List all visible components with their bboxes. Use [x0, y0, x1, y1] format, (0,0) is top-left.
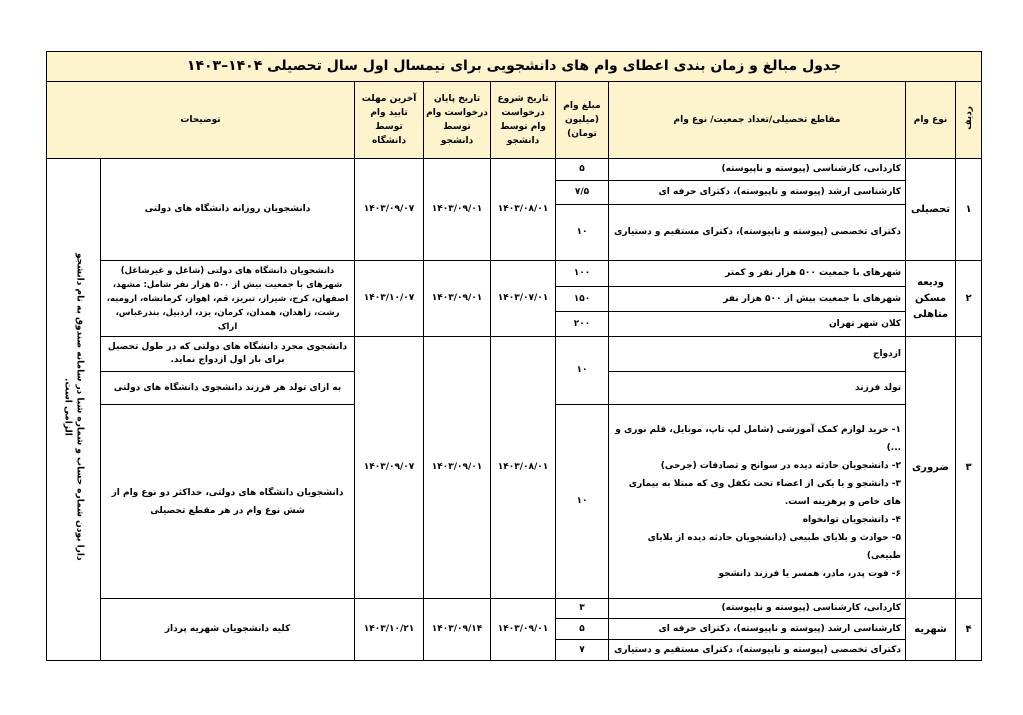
end-date: ۱۴۰۳/۰۹/۰۱	[424, 159, 491, 261]
loan-type: ودیعه مسکن متاهلی	[906, 261, 956, 337]
header-start-date: تاریخ شروع درخواست وام توسط دانشجو	[491, 82, 556, 159]
loan-schedule-page	[46, 51, 981, 666]
loan-table	[46, 51, 982, 661]
deadline-date: ۱۴۰۳/۱۰/۰۷	[355, 261, 424, 337]
header-sections: مقاطع تحصیلی/تعداد جمعیت/ نوع وام	[609, 82, 906, 159]
section-cell: تولد فرزند	[609, 372, 906, 405]
deadline-date: ۱۴۰۳/۰۹/۰۷	[355, 159, 424, 261]
table-row	[47, 599, 982, 619]
row-index: ۱	[956, 159, 982, 261]
loan-type: شهریه	[906, 599, 956, 661]
note-cell: دانشجوی مجرد دانشگاه های دولتی که در طول تحصیل برای بار اول ازدواج نماید.	[101, 337, 355, 372]
loan-type: ضروری	[906, 337, 956, 599]
end-date: ۱۴۰۳/۰۹/۰۱	[424, 337, 491, 599]
header-deadline: آخرین مهلت تایید وام توسط دانشگاه	[355, 82, 424, 159]
side-note: دارا بودن شماره حساب و شماره شبا در سامانه صندوق به نام دانشجو الزامی است.	[47, 159, 101, 661]
table-row	[47, 337, 982, 372]
start-date: ۱۴۰۳/۰۷/۰۱	[491, 261, 556, 337]
header-row	[47, 82, 982, 159]
note-cell: به ازای تولد هر فرزند دانشجوی دانشگاه های دولتی	[101, 372, 355, 405]
list-item: ۲- دانشجویان حادثه دیده در سوانح و تصادفات (جرحی)	[660, 460, 902, 471]
header-loan-type: نوع وام	[906, 82, 956, 159]
amount-cell: ۳	[556, 599, 609, 619]
list-item: ۵- حوادث و بلایای طبیعی (دانشجویان حادثه دیده از بلایای طبیعی)	[647, 532, 902, 561]
list-item: ۳- دانشجو و یا یکی از اعضاء تحت تکفل وی که مبتلا به بیماری های خاص و پرهزینه است.	[628, 478, 902, 507]
row-index: ۳	[956, 337, 982, 599]
end-date: ۱۴۰۳/۰۹/۰۱	[424, 261, 491, 337]
header-index: ردیف	[956, 82, 982, 159]
amount-cell: ۵	[556, 619, 609, 640]
table-row	[47, 261, 982, 287]
deadline-date: ۱۴۰۳/۰۹/۰۷	[355, 337, 424, 599]
section-cell: کارشناسی ارشد (پیوسته و ناپیوسته)، دکترای حرفه ای	[609, 619, 906, 640]
start-date: ۱۴۰۳/۰۸/۰۱	[491, 159, 556, 261]
amount-cell: ۷/۵	[556, 181, 609, 205]
amount-cell: ۱۰	[556, 337, 609, 405]
section-cell: کلان شهر تهران	[609, 312, 906, 337]
note-cell: کلیه دانشجویان شهریه پرداز	[101, 599, 355, 661]
essential-loan-list	[609, 405, 906, 599]
loan-type: تحصیلی	[906, 159, 956, 261]
section-cell: ازدواج	[609, 337, 906, 372]
note-cell: دانشجویان روزانه دانشگاه های دولتی	[101, 159, 355, 261]
header-end-date: تاریخ پایان درخواست وام توسط دانشجو	[424, 82, 491, 159]
section-cell: دکترای تخصصی (پیوسته و ناپیوسته)، دکترای مستقیم و دستیاری	[609, 640, 906, 661]
section-cell: شهرهای با جمعیت بیش از ۵۰۰ هزار نفر	[609, 287, 906, 312]
list-item: ۴- دانشجویان توانخواه	[802, 514, 902, 525]
amount-cell: ۱۰	[556, 405, 609, 599]
section-cell: کاردانی، کارشناسی (پیوسته و ناپیوسته)	[609, 159, 906, 181]
section-cell: شهرهای با جمعیت ۵۰۰ هزار نفر و کمتر	[609, 261, 906, 287]
list-item: ۱- خرید لوازم کمک آموزشی (شامل لپ تاپ، موبایل، قلم نوری و ...)	[615, 424, 902, 453]
row-index: ۴	[956, 599, 982, 661]
note-cell: دانشجویان دانشگاه های دولتی، حداکثر دو نوع وام از شش نوع وام در هر مقطع تحصیلی	[101, 405, 355, 599]
header-amount: مبلغ وام (میلیون تومان)	[556, 82, 609, 159]
section-cell: دکترای تخصصی (پیوسته و ناپیوسته)، دکترای مستقیم و دستیاری	[609, 205, 906, 261]
start-date: ۱۴۰۳/۰۹/۰۱	[491, 599, 556, 661]
section-cell: کاردانی، کارشناسی (پیوسته و ناپیوسته)	[609, 599, 906, 619]
deadline-date: ۱۴۰۳/۱۰/۲۱	[355, 599, 424, 661]
amount-cell: ۲۰۰	[556, 312, 609, 337]
amount-cell: ۱۵۰	[556, 287, 609, 312]
start-date: ۱۴۰۳/۰۸/۰۱	[491, 337, 556, 599]
header-notes: توضیحات	[47, 82, 355, 159]
amount-cell: ۷	[556, 640, 609, 661]
section-cell: کارشناسی ارشد (پیوسته و ناپیوسته)، دکترای حرفه ای	[609, 181, 906, 205]
list-item: ۶- فوت پدر، مادر، همسر یا فرزند دانشجو	[718, 568, 902, 579]
amount-cell: ۵	[556, 159, 609, 181]
table-row	[47, 159, 982, 181]
row-index: ۲	[956, 261, 982, 337]
note-cell: دانشجویان دانشگاه های دولتی (شاغل و غیرشاغل) شهرهای با جمعیت بیش از ۵۰۰ هزار نفر شامل: مشهد، اصفهان، کرج، شیراز، تبریز، قم، اهواز، کرمانشاه، ارومیه، رشت، زاهدان، همدان، کرمان، یزد، اردبیل، بندرعباس، اراک	[101, 261, 355, 337]
end-date: ۱۴۰۳/۰۹/۱۴	[424, 599, 491, 661]
page-title: جدول مبالغ و زمان بندی اعطای وام های دانشجویی برای نیمسال اول سال تحصیلی ۱۴۰۴–۱۴۰۳	[47, 52, 982, 82]
amount-cell: ۱۰۰	[556, 261, 609, 287]
amount-cell: ۱۰	[556, 205, 609, 261]
